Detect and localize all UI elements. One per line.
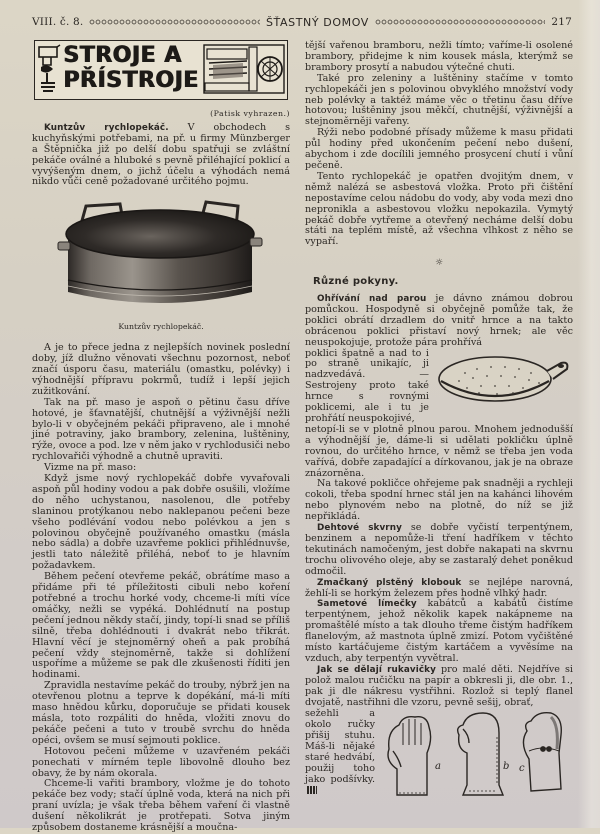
body-paragraph: Rýži nebo podobné přísady můžeme k masu přidati půl hodiny před ukončením pečení nebo dušení, abychom i zde docílili jemného prosycení chutí i vůní pečeně. (305, 127, 573, 171)
section-masthead (34, 40, 288, 100)
glove-label-b: b (503, 761, 510, 773)
tip-gloves-text: pro malé děti. Nejdříve si polož malou ručičku na papír a obkresli ji, dle obr. 1., pak ji dle nákresu vystřihni. Rozlož si teplý flanel dvojatě, nastřihni dle vzoru, pevně sešij, obrať, (305, 663, 573, 708)
glove-pattern-a-icon (388, 717, 431, 795)
perforated-lid-illustration (435, 347, 573, 407)
wringer-machine-illustration-icon (203, 43, 285, 95)
masthead-title (63, 43, 198, 93)
body-paragraph: Tak na př. maso je aspoň o pětinu času dříve hotové, je šťavnatější, chutnější a výživnější nežli bylo-li v obyčejném pekáči připraveno, ale i mnohé jiné potraviny, jako brambory, zelenina, luštěniny, rýže, ovoce a pod. lze v něm jako v rychlodusiči nebo rychlovařiči výhodně a chutně upraviti. (32, 396, 290, 463)
copyright-note: (Patisk vyhrazen.) (210, 109, 290, 118)
masthead-line1: STROJE A (63, 43, 182, 68)
body-paragraph: Vizme na př. maso: (44, 462, 137, 474)
tip-steam-lead: Ohřívání nad parou (317, 294, 427, 305)
gloves-wrap-block (305, 709, 573, 805)
tip-gloves-lead: Jak se dělají rukavičky (317, 664, 436, 675)
tip-felt-hat (305, 578, 573, 600)
glove-label-c: c (519, 763, 525, 775)
tip-velvet-lead: Sametové límečky (317, 599, 417, 610)
steam-wrap-block (305, 349, 573, 425)
body-paragraph: Chceme-li vařiti brambory, vložme je do tohoto pekáče bez vody; stačí úplně voda, která na nich při praní uvízla; je však třeba během vaření či vlastně dušení několikrát je protřepati. Sotva jiným způsobem dostaneme krásnější a moučna- (32, 778, 290, 834)
tip-gloves-wrap-text: sežehli a okolo ručky přišij stuhu. Máš-li nějaké staré hedvábí, použij toho jako podšívky. (305, 708, 375, 785)
intro-text: V obchodech s kuchyňskými potřebami, na př. u firmy Münzberger a Štěpnička již po delší dobu spatřuji se zvláštní pekáče oválné a hluboké s pevně přiléhající poklicí a vyvýšeným dnem, o jichž účelu a výhodách nemá nikdo vůči ceně požadované určitého pojmu. (32, 121, 290, 188)
tip-velvet-collars (305, 599, 573, 664)
intro-paragraph (32, 123, 290, 188)
section-divider-ornament: ☼ (434, 258, 444, 269)
tip-velvet-text: kabátců a kabátů čistíme terpentýnem, jehož několik kapek nakápneme na promaštělé místo a tak dlouho třeme čistým hadříkem flanelovým, až mastnota úplně zmizí. Potom vyčištěné místo kartáčujeme čistým kartáčem a vyvěsíme na vzduch, aby terpentýn vyvětral. (305, 598, 573, 664)
body-paragraph: A je to přece jedna z nejlepších novinek poslední doby, jíž dlužno věnovati všechnu pozornost, neboť značí úsporu času, materiálu (omastku, polévky) i výhodnější přípravu pokrmů, tudíž i lepší jejich zužitkování. (32, 342, 290, 397)
glove-pattern-b-icon (458, 713, 503, 795)
tip-hat-text: se nejlépe narovná, žehlí-li se horkým železem přes hodně vlhký hadr. (305, 576, 573, 599)
tip-steam (305, 294, 573, 349)
volume-issue: VIII. č. 8. (32, 16, 84, 28)
running-head (32, 14, 572, 30)
tip-steam-text-after: netopí-li se v plotně plnou parou. Mnohem jednodušší a výhodnější je, dáme-li si udělati pokličku úplně rovnou, do určitého hrnce, v němž se třeba jen voda vařívá, dobře zapadající a dírkovanou, jak je na obraze znázorněna. (305, 423, 573, 479)
end-of-article-mark-icon (307, 786, 317, 794)
tip-hat-lead: Zmačkaný plstěný klobouk (317, 577, 462, 588)
tip-gloves (305, 665, 573, 709)
body-paragraph: Zpravidla nestavíme pekáč do trouby, nýbrž jen na otevřenou plotnu a teprve k dopékání, má-li míti maso hnědou kůrku, doporučuje se přidati kousek másla, toto rozpáliti do hněda, vložiti znovu do pekáče pečeni a tuto v troubě svrchu do hněda opéci, ovšem se musí sejmouti poklice. (32, 680, 290, 746)
roasting-pan-illustration (32, 196, 290, 316)
tip-tar-lead: Dehtové skvrny (317, 523, 402, 534)
figure-caption: Kuntzův rychlopekáč. (118, 322, 204, 332)
page-number: 217 (551, 16, 573, 28)
tip-steam-text: je dávno známou dobrou pomůckou. Hospodyně si obyčejně pomůže tak, že poklici obrátí drzadlem do vnitř hrnce a na takto obrácenou poklici přistaví nový hrnek; ale věc neuspokojuje, protože pára prohřívá (305, 293, 573, 348)
masthead-line2: PŘÍSTROJE (63, 68, 199, 93)
body-paragraph-continued: tější vařenou bramboru, nežli tímto; vaříme-li osolené brambory, přidejme k nim kousek másla, kterýmž se brambory prosytí a nabudou výtečné chuti. (305, 40, 573, 73)
tip-gloves-text-wrapped (305, 709, 375, 796)
tip-tar-stains (305, 523, 573, 578)
meat-grinder-illustration-icon (37, 43, 61, 95)
intro-lead: Kuntzův rychlopekáč. (44, 122, 169, 133)
right-column (305, 41, 573, 805)
page-edge-shadow (578, 0, 600, 828)
magazine-title: ŠŤASTNÝ DOMOV (265, 15, 369, 29)
ornament-rule-right (375, 19, 545, 25)
tip-tar-text: se dobře vyčistí terpentýnem, benzinem a nepomůže-li tření hadříkem v těchto tekutinách namočeným, jest dobře nakapati na skvrnu trochu olivového oleje, aby se zastaralý dehet poněkud odmočil. (305, 522, 573, 577)
glove-label-a: a (435, 761, 441, 773)
tip-steam-text-more: Na takové pokličce ohřejeme pak snadněji a rychleji cokoli, třeba spodní hrnec stál jen na kahánci lihovém nebo plynovém nebo na plotně, do níž se již nepřikládá. (305, 478, 573, 523)
body-paragraph: Když jsme nový rychlopekáč dobře vyvařovali aspoň půl hodiny vodou a pak dobře osušili, vložíme do něho uchystanou, nasolenou, dle potřeby slaninou protýkanou nebo naklepanou pečeni beze všeho podlévání vodou nebo polévkou a jen s polovinou obyčejně používaného omastku (másla nebo sádla) a dobře uzavřeme poklici přihlédnuvše, jestli tato náležitě přiléhá, neboť to je hlavním požadavkem. (32, 473, 290, 572)
ornament-rule-left (89, 19, 259, 25)
body-paragraph: Hotovou pečeni můžeme v uzavřeném pekáči ponechati v mírném teple libovolně dlouho bez obavy, že by nám okorala. (32, 745, 290, 779)
mitten-patterns-illustration (379, 709, 573, 805)
section-title: Různé pokyny. (313, 276, 399, 288)
glove-pattern-c-icon (523, 713, 561, 791)
tip-steam-text-wrapped: poklici špatně a nad to i po straně unikajíc, ji nadzvedává. — Sestrojeny proto také hrnce s rovnými poklicemi, ale i tu je prohřátí neuspokojivé, (305, 347, 429, 424)
body-paragraph: Tento rychlopekáč je opatřen dvojitým dnem, v němž nalézá se asbestová vložka. Proto při čištění nepostavíme celou nádobu do vody, aby voda mezi dno nepronikla a asbestovou vložku nepokazila. Vymytý pekáč dobře vytřeme a otevřený necháme delší dobu státi na teplém místě, až všechna vlhkost z něho se vypaří. (305, 170, 573, 248)
left-column (32, 40, 290, 834)
body-paragraph: Během pečení otevřeme pekáč, obrátíme maso a přidáme při té příležitosti cibuli nebo koření potřebné a trochu horké vody, chceme-li míti více omáčky, nežli se vypéká. Dohlédnutí na postup pečení jednou někdy stačí, jindy, topí-li snad se příliš silně, třeba dohlédnouti i dvakrát nebo třikrát. Hlavní věcí je stejnoměrný oheň a pak probíhá pečení vždy stejnoměrně, takže si dohlížení uspoříme a můžeme se pak dle zkušenosti říditi jen hodinami. (32, 571, 290, 681)
body-paragraph: Také pro zeleniny a luštěniny stačíme v tomto rychlopekáči jen s polovinou obvyklého množství vody neb polévky a taktéž máme věc o třetinu času dříve hotovou; luštěniny jsou měkčí, chutnější, výživnější a stejnoměrněji vařeny. (305, 72, 573, 128)
